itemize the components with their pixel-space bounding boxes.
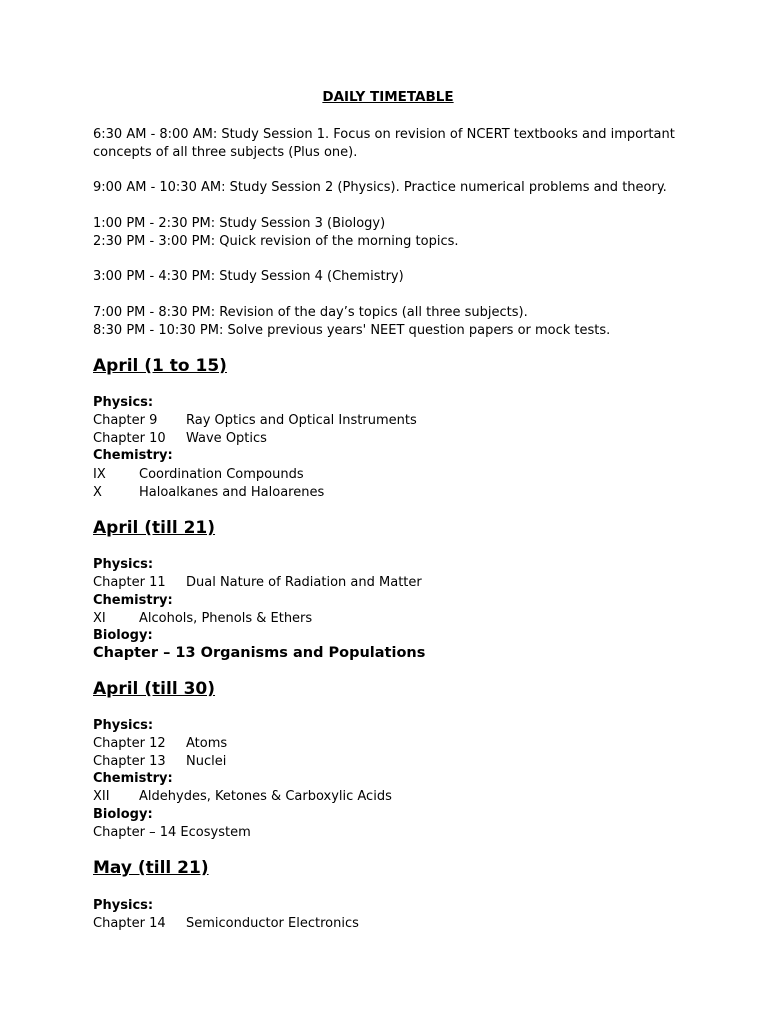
schedule-line: 3:00 PM - 4:30 PM: Study Session 4 (Chemistry) [93,269,404,284]
chapter-number: Chapter 11 [93,575,166,590]
chapter-title: Nuclei [186,754,227,769]
chapter-title: Atoms [186,736,228,751]
biology-chapter: Chapter – 14 Ecosystem [93,825,251,840]
section-heading: April (till 30) [93,679,216,699]
physics-label: Physics: [93,557,154,572]
chapter-number: IX [93,467,106,482]
chapter-title: Dual Nature of Radiation and Matter [186,575,422,590]
chapter-row [93,484,325,502]
schedule-line: 6:30 AM - 8:00 AM: Study Session 1. Focus on revision of NCERT textbooks and important [93,127,675,142]
chapter-number: Chapter 14 [93,916,166,931]
chapter-title: Coordination Compounds [139,467,304,482]
schedule-line: 9:00 AM - 10:30 AM: Study Session 2 (Physics). Practice numerical problems and theory. [93,180,667,195]
chapter-row [93,753,227,771]
chapter-title: Wave Optics [186,431,267,446]
chapter-row [93,610,313,628]
schedule-line: 8:30 PM - 10:30 PM: Solve previous years' NEET question papers or mock tests. [93,323,611,338]
chapter-number: XI [93,611,106,626]
chapter-title: Haloalkanes and Haloarenes [139,485,325,500]
chapter-row [93,430,267,448]
chapter-row [93,412,417,430]
chapter-number: X [93,485,102,500]
chapter-number: Chapter 12 [93,736,166,751]
schedule-line: concepts of all three subjects (Plus one). [93,145,358,160]
biology-chapter: Chapter – 13 Organisms and Populations [93,645,426,661]
physics-label: Physics: [93,395,154,410]
biology-label: Biology: [93,807,153,822]
chemistry-label: Chemistry: [93,771,173,786]
schedule-line: 7:00 PM - 8:30 PM: Revision of the day’s topics (all three subjects). [93,305,528,320]
chapter-title: Semiconductor Electronics [186,916,359,931]
biology-label: Biology: [93,628,153,643]
section-heading: April (1 to 15) [93,356,227,376]
chapter-row [93,574,422,592]
chapter-number: Chapter 9 [93,413,158,428]
chapter-row [93,735,228,753]
chapter-row [93,915,359,933]
chapter-title: Aldehydes, Ketones & Carboxylic Acids [139,789,392,804]
chapter-number: Chapter 13 [93,754,166,769]
schedule-line: 1:00 PM - 2:30 PM: Study Session 3 (Biology) [93,216,386,231]
page-title: DAILY TIMETABLE [322,89,454,105]
chapter-title: Ray Optics and Optical Instruments [186,413,417,428]
chemistry-label: Chemistry: [93,448,173,463]
chapter-title: Alcohols, Phenols & Ethers [139,611,313,626]
chapter-row [93,788,392,806]
chapter-number: Chapter 10 [93,431,166,446]
chapter-row [93,466,304,484]
section-heading: April (till 21) [93,518,216,538]
physics-label: Physics: [93,898,154,913]
chemistry-label: Chemistry: [93,593,173,608]
schedule-line: 2:30 PM - 3:00 PM: Quick revision of the morning topics. [93,234,459,249]
physics-label: Physics: [93,718,154,733]
section-heading: May (till 21) [93,858,209,878]
chapter-number: XII [93,789,110,804]
